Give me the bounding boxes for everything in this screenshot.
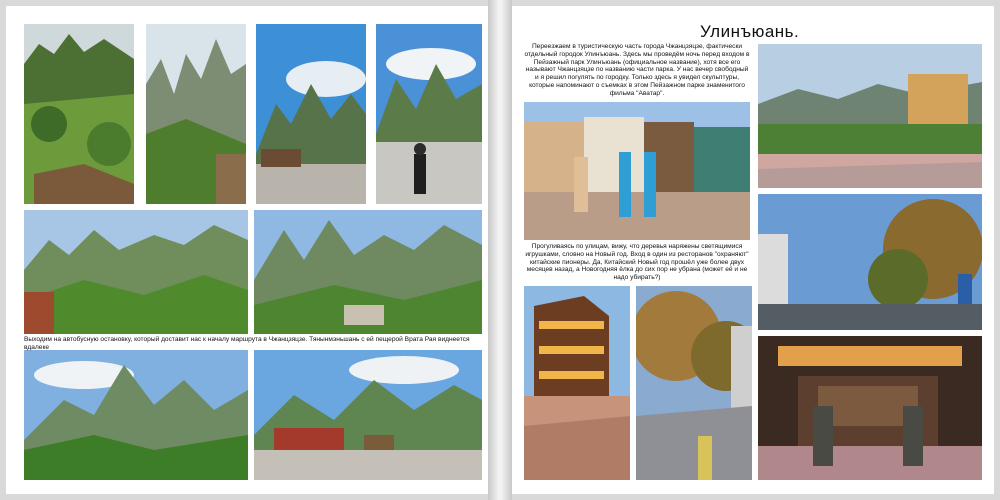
peaks-and-plaza-photo	[256, 24, 366, 204]
plaza-with-visitor-photo	[376, 24, 482, 204]
evening-street-trees-photo	[758, 194, 982, 330]
karst-peaks-photo	[146, 24, 246, 204]
street-walk-caption: Прогуливаясь по улицам, вижу, что деревья наряжены светящимися игрушками, словно на Новый год. Вход в один из ресторанов "охраняют" китайские пионеры. Да, Китайский Новый год прошёл уже более двух месяцев назад, а Новогодняя ёлка до сих пор не убрана (может её и не надо убирать?)	[525, 243, 749, 282]
page-title: Улинъюань.	[700, 22, 800, 41]
tree-lined-sidewalk-photo	[636, 286, 752, 480]
mountain-valley-panorama-photo	[254, 210, 482, 334]
temple-square-photo	[254, 350, 482, 480]
mountain-forest-village-photo	[24, 24, 134, 204]
avatar-sculptures-photo	[524, 102, 750, 240]
restaurant-entrance-guards-photo	[758, 336, 982, 480]
riverside-hotels-photo	[758, 44, 982, 188]
green-valley-panorama-photo	[24, 210, 248, 334]
jungle-peaks-photo	[24, 350, 248, 480]
illuminated-building-photo	[524, 286, 630, 480]
intro-caption: Переезжаем в туристическую часть города Чжанцзяцзе, фактически отдельный городок Улинъюань. Здесь мы проведём ночь перед входом в Пейзажный парк Улинъюань (официальное название), хотя все его называют Чжанцзяцзе по названию части парка. У нас вечер свободный и я решил погулять по городку. Только здесь я увидел скульптуры, которые напоминают о съемках в этом Пейзажном парке знаменитого фильма "Аватар".	[524, 43, 750, 97]
left-page-caption: Выходим на автобусную остановку, который доставит нас к началу маршрута в Чжанцзяцзе. Тянынмэньшань с ей пещерой Врата Рая виднеется вдалеке	[24, 336, 470, 351]
book-spine	[488, 0, 512, 500]
